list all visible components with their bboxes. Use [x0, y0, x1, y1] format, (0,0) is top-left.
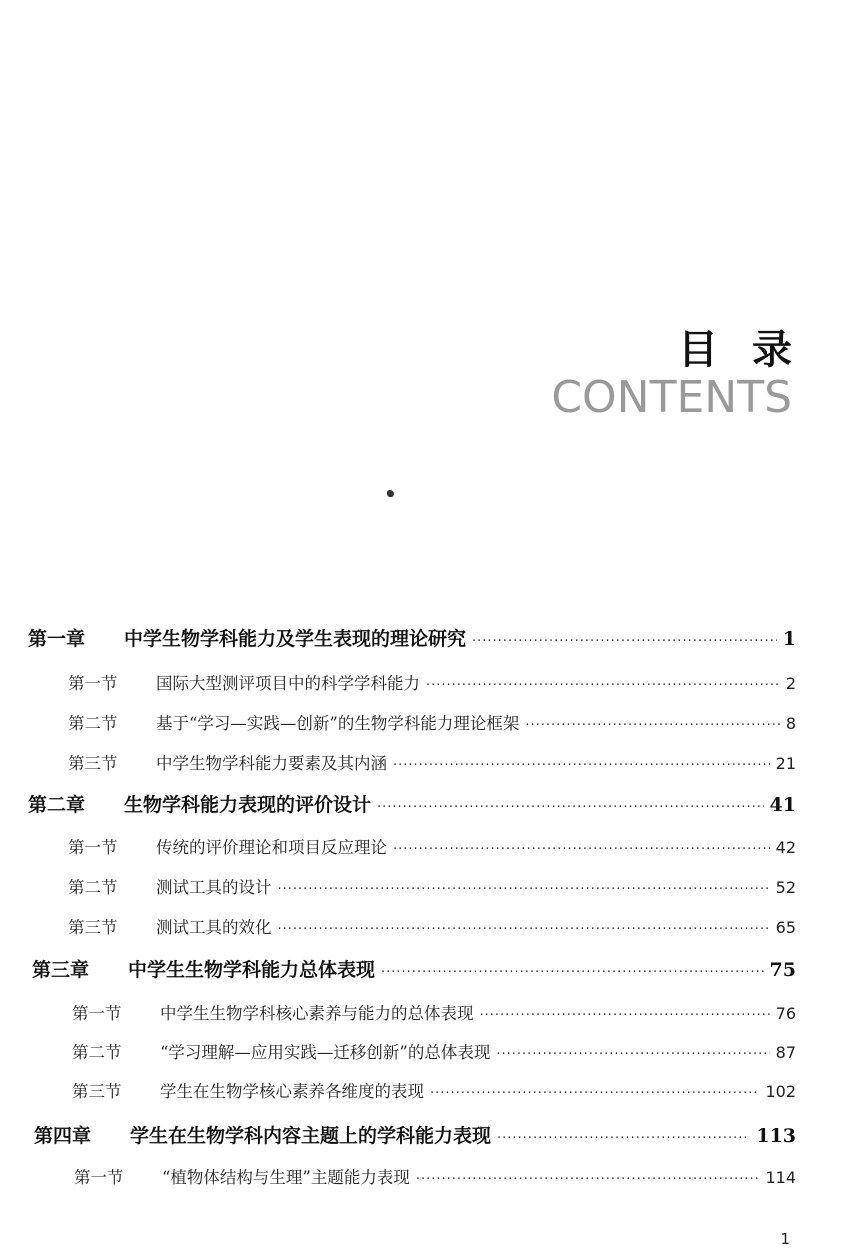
toc-title: 学生在生物学核心素养各维度的表现 — [160, 1082, 424, 1101]
toc-label: 第三节 — [72, 1082, 122, 1101]
toc-label: 第一节 — [68, 674, 118, 693]
toc-label: 第三节 — [68, 754, 118, 773]
toc-leader-dots — [525, 718, 779, 733]
toc-page: 52 — [775, 878, 796, 897]
toc-title: 测试工具的效化 — [156, 918, 272, 937]
toc-title: 中学生生物学科核心素养与能力的总体表现 — [160, 1004, 474, 1023]
toc-title: 生物学科能力表现的评价设计 — [124, 794, 372, 816]
toc-leader-dots — [497, 1131, 750, 1146]
toc-label: 第三章 — [32, 959, 90, 981]
toc-section[interactable] — [68, 750, 796, 774]
toc-section[interactable] — [72, 1000, 796, 1024]
toc-page: 8 — [785, 714, 796, 733]
toc-page: 87 — [775, 1043, 796, 1062]
page-number: 1 — [780, 1230, 790, 1248]
toc-leader-dots — [472, 634, 777, 649]
toc-title: 传统的评价理论和项目反应理论 — [156, 838, 387, 857]
toc-leader-dots — [377, 800, 764, 815]
toc-page: 113 — [756, 1125, 796, 1147]
toc-title: “植物体结构与生理”主题能力表现 — [162, 1168, 410, 1187]
page-title-zh: 目录 — [678, 326, 826, 373]
toc-section[interactable] — [72, 1078, 796, 1102]
toc-leader-dots — [381, 965, 764, 980]
toc-label: 第二节 — [72, 1043, 122, 1062]
toc-leader-dots — [426, 678, 780, 693]
toc-chapter[interactable] — [28, 790, 796, 817]
toc-page: 41 — [769, 794, 796, 816]
toc-title: 国际大型测评项目中的科学学科能力 — [156, 674, 420, 693]
toc-label: 第一节 — [74, 1168, 124, 1187]
toc-label: 第二节 — [68, 714, 118, 733]
toc-label: 第一节 — [72, 1004, 122, 1023]
toc-label: 第四章 — [34, 1125, 92, 1147]
toc-leader-dots — [278, 922, 770, 937]
toc-page: 1 — [782, 628, 796, 650]
toc-leader-dots — [393, 758, 770, 773]
toc-label: 第三节 — [68, 918, 118, 937]
toc-page: 102 — [765, 1082, 796, 1101]
toc-label: 第二章 — [28, 794, 86, 816]
toc-page: 65 — [775, 918, 796, 937]
toc-label: 第一节 — [68, 838, 118, 857]
toc-label: 第一章 — [28, 628, 86, 650]
toc-leader-dots — [430, 1086, 759, 1101]
toc-leader-dots — [416, 1172, 760, 1187]
toc-title: 学生在生物学科内容主题上的学科能力表现 — [130, 1125, 492, 1147]
toc-chapter[interactable] — [34, 1121, 796, 1148]
toc-section[interactable] — [74, 1164, 796, 1188]
toc-page: 114 — [765, 1168, 796, 1187]
toc-page: 2 — [785, 674, 796, 693]
toc-section[interactable] — [68, 834, 796, 858]
toc-page: 21 — [775, 754, 796, 773]
toc-section[interactable] — [68, 710, 796, 734]
toc-title: 测试工具的设计 — [156, 878, 272, 897]
toc-chapter[interactable] — [28, 624, 796, 651]
toc-page: 76 — [775, 1004, 796, 1023]
toc-title: 中学生物学科能力及学生表现的理论研究 — [124, 628, 467, 650]
toc-label: 第二节 — [68, 878, 118, 897]
page-title-en: CONTENTS — [551, 372, 792, 423]
toc-section[interactable] — [68, 670, 796, 694]
toc-section[interactable] — [68, 914, 796, 938]
toc-page: 42 — [775, 838, 796, 857]
toc-title: 中学生生物学科能力总体表现 — [128, 959, 376, 981]
toc-section[interactable] — [68, 874, 796, 898]
toc-title: 基于“学习—实践—创新”的生物学科能力理论框架 — [156, 714, 520, 733]
toc-page: 75 — [769, 959, 796, 981]
toc-section[interactable] — [72, 1039, 796, 1063]
toc-chapter[interactable] — [32, 955, 796, 982]
toc-title: 中学生物学科能力要素及其内涵 — [156, 754, 387, 773]
toc-leader-dots — [480, 1008, 770, 1023]
toc-title: “学习理解—应用实践—迁移创新”的总体表现 — [160, 1043, 491, 1062]
toc-leader-dots — [278, 882, 770, 897]
toc-leader-dots — [496, 1047, 769, 1062]
toc-leader-dots — [393, 842, 770, 857]
